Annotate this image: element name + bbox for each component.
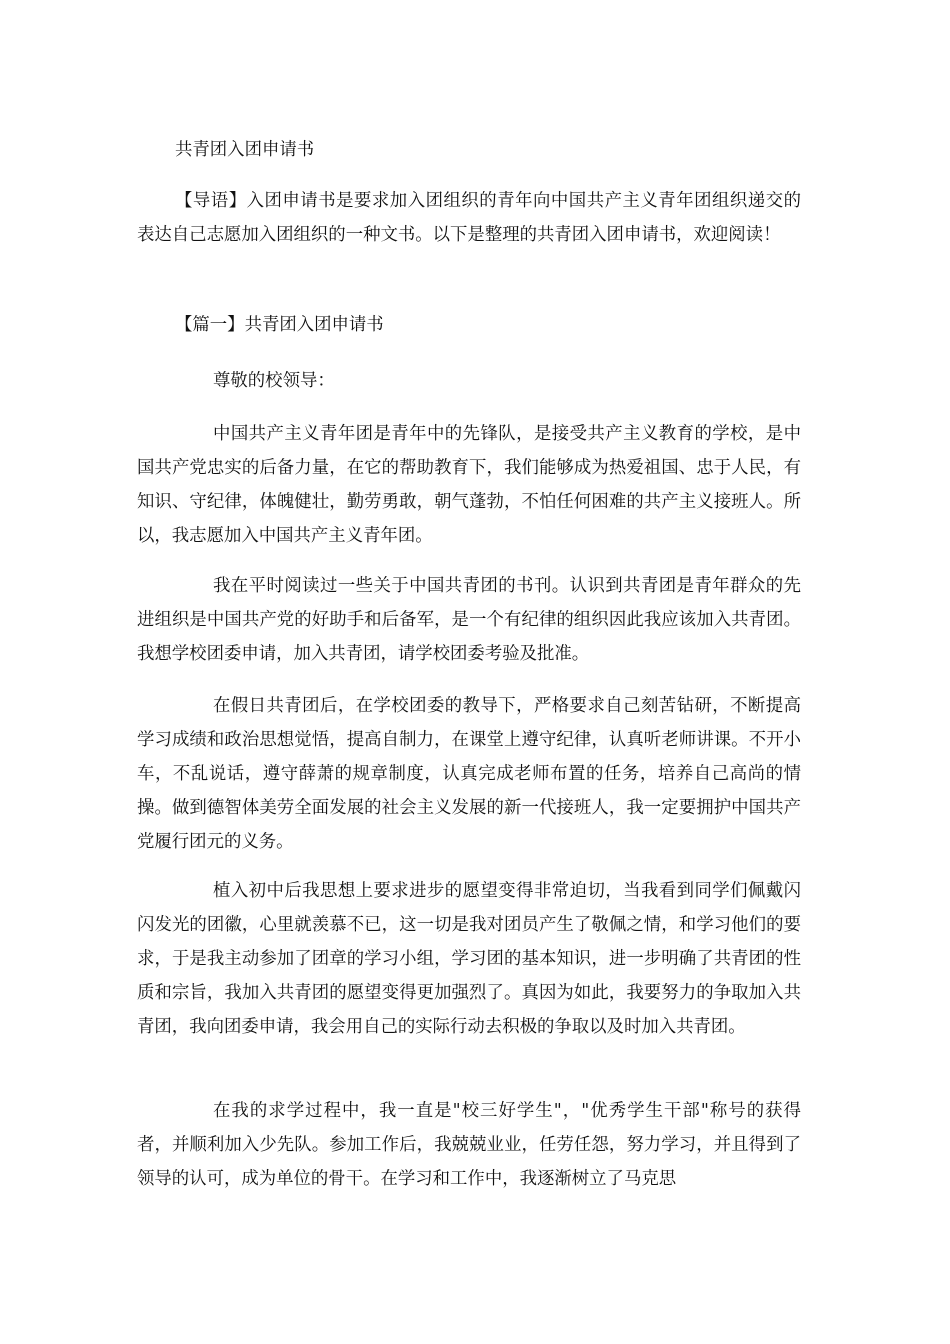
body-paragraph: 中国共产主义青年团是青年中的先锋队，是接受共产主义教育的学校，是中国共产党忠实的后备力量，在它的帮助教育下，我们能够成为热爱祖国、忠于人民，有知识、守纪律，体魄健壮，勤劳勇敢，朝气蓬勃，不怕任何困难的共产主义接班人。所以，我志愿加入中国共产主义青年团。 [137,424,801,546]
document-title: 共青团入团申请书 [175,140,315,160]
salutation: 尊敬的校领导： [213,371,335,391]
body-paragraph: 在我的求学过程中，我一直是"校三好学生"，"优秀学生干部"称号的获得者，并顺利加入少先队。参加工作后，我兢兢业业，任劳任怨，努力学习，并且得到了领导的认可，成为单位的骨干。在学习和工作中，我逐渐树立了马克思 [137,1101,801,1189]
intro-paragraph: 【导语】入团申请书是要求加入团组织的青年向中国共产主义青年团组织递交的表达自己志愿加入团组织的一种文书。以下是整理的共青团入团申请书，欢迎阅读！ [137,191,801,245]
body-paragraph: 在假日共青团后，在学校团委的教导下，严格要求自己刻苦钻研，不断提高学习成绩和政治思想觉悟，提高自制力，在课堂上遵守纪律，认真听老师讲课。不开小车，不乱说话，遵守薛萧的规章制度，认真完成老师布置的任务，培养自己高尚的情操。做到德智体美劳全面发展的社会主义发展的新一代接班人，我一定要拥护中国共产党履行团元的义务。 [137,696,801,852]
body-paragraph: 植入初中后我思想上要求进步的愿望变得非常迫切，当我看到同学们佩戴闪闪发光的团徽，心里就羡慕不已，这一切是我对团员产生了敬佩之情，和学习他们的要求，于是我主动参加了团章的学习小组，学习团的基本知识，进一步明确了共青团的性质和宗旨，我加入共青团的愿望变得更加强烈了。真因为如此，我要努力的争取加入共青团，我向团委申请，我会用自己的实际行动去积极的争取以及时加入共青团。 [137,881,801,1037]
section-heading: 【篇一】共青团入团申请书 [175,315,384,335]
body-paragraph: 我在平时阅读过一些关于中国共青团的书刊。认识到共青团是青年群众的先进组织是中国共产党的好助手和后备军，是一个有纪律的组织因此我应该加入共青团。我想学校团委申请，加入共青团，请学校团委考验及批准。 [137,576,801,664]
